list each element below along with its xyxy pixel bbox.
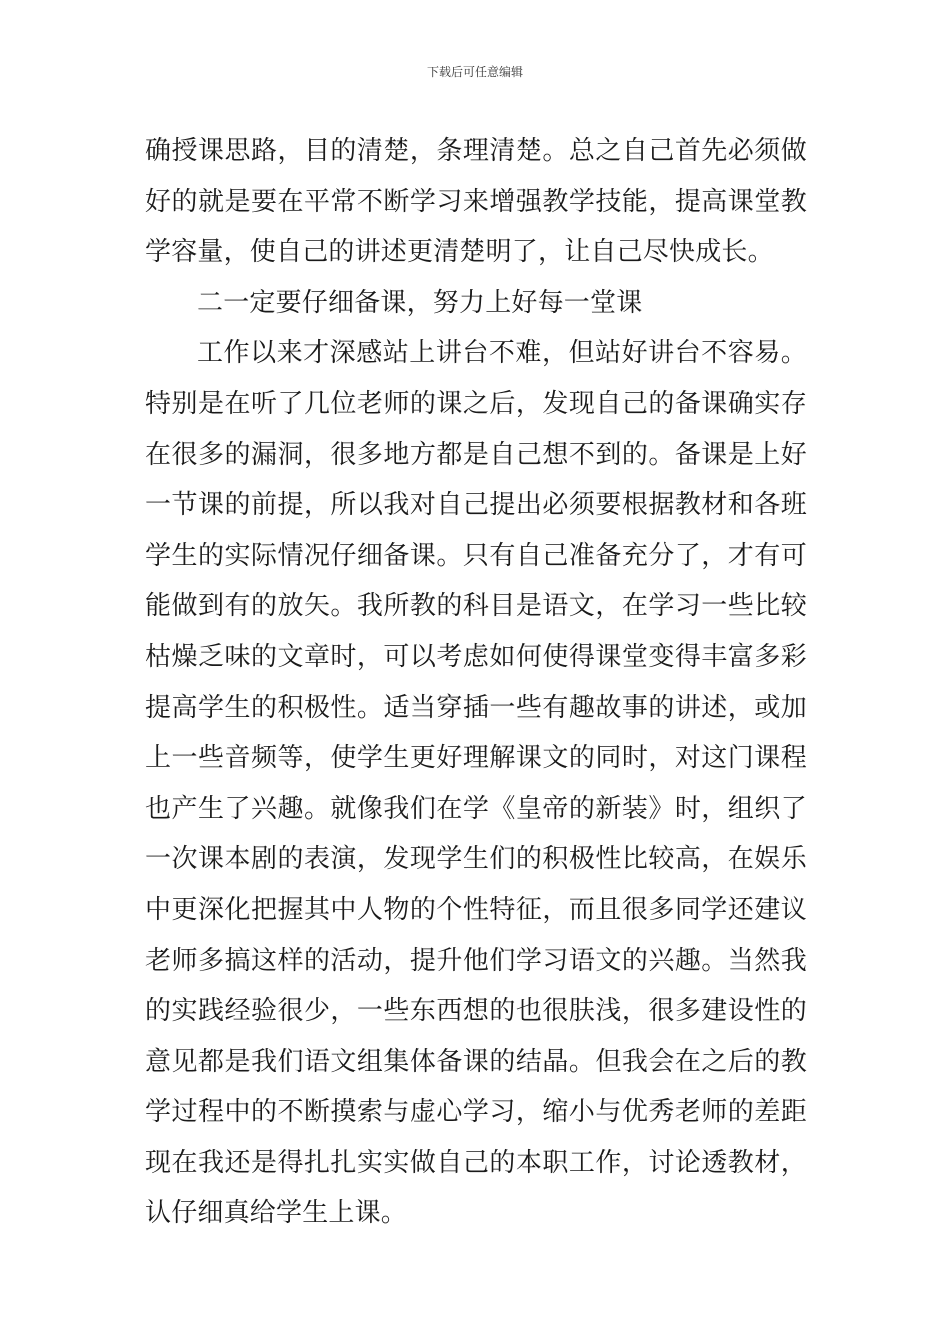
text-line: 认仔细真给学生上课。	[145, 1198, 408, 1229]
text-line: 中更深化把握其中人物的个性特征，而且很多同学还建议	[145, 894, 807, 925]
page-header-note: 下载后可任意编辑	[426, 65, 523, 79]
section-heading: 二一定要仔细备课，努力上好每一堂课	[197, 287, 643, 318]
text-line: 学生的实际情况仔细备课。只有自己准备充分了，才有可	[145, 540, 807, 571]
text-line: 好的就是要在平常不断学习来增强教学技能，提高课堂教	[145, 186, 807, 217]
text-line: 学容量，使自己的讲述更清楚明了，让自己尽快成长。	[145, 237, 774, 268]
text-line: 一节课的前提，所以我对自己提出必须要根据教材和各班	[145, 490, 807, 521]
text-line: 学过程中的不断摸索与虚心学习，缩小与优秀老师的差距	[145, 1097, 807, 1128]
text-line: 老师多搞这样的活动，提升他们学习语文的兴趣。当然我	[145, 945, 807, 976]
text-line: 意见都是我们语文组集体备课的结晶。但我会在之后的教	[145, 1046, 807, 1077]
text-line: 也产生了兴趣。就像我们在学《皇帝的新装》时，组织了	[145, 793, 807, 824]
text-line: 上一些音频等，使学生更好理解课文的同时，对这门课程	[145, 743, 807, 774]
text-line: 确授课思路，目的清楚，条理清楚。总之自己首先必须做	[145, 136, 807, 166]
text-line: 现在我还是得扎扎实实做自己的本职工作，讨论透教材，	[145, 1147, 807, 1178]
text-line: 提高学生的积极性。适当穿插一些有趣故事的讲述，或加	[145, 692, 807, 723]
text-line: 在很多的漏洞，很多地方都是自己想不到的。备课是上好	[145, 439, 807, 470]
document-body	[145, 126, 807, 1239]
text-line: 工作以来才深感站上讲台不难，但站好讲台不容易。	[197, 338, 807, 369]
text-line: 特别是在听了几位老师的课之后，发现自己的备课确实存	[145, 388, 807, 419]
text-line: 一次课本剧的表演，发现学生们的积极性比较高，在娱乐	[145, 844, 807, 875]
text-line: 枯燥乏味的文章时，可以考虑如何使得课堂变得丰富多彩	[145, 641, 807, 672]
text-line: 的实践经验很少，一些东西想的也很肤浅，很多建设性的	[145, 996, 807, 1027]
text-line: 能做到有的放矢。我所教的科目是语文，在学习一些比较	[145, 591, 807, 622]
